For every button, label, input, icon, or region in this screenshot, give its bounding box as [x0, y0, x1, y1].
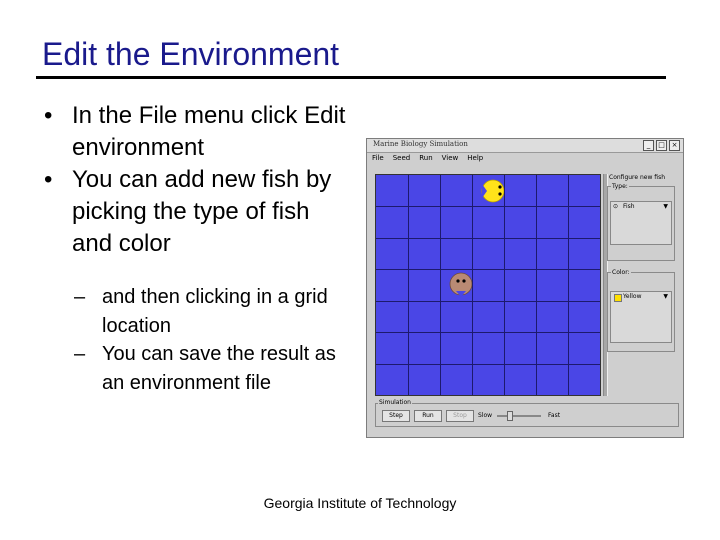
color-value: Yellow [623, 293, 642, 300]
window-title: Marine Biology Simulation [373, 140, 468, 148]
fast-label: Fast [548, 412, 561, 419]
bullet-list [44, 100, 354, 260]
grid-line-vertical [568, 175, 569, 395]
grid-line-vertical [472, 175, 473, 395]
speed-slider-thumb[interactable] [507, 411, 513, 421]
menu-seed[interactable]: Seed [392, 154, 411, 162]
environment-grid[interactable] [375, 174, 601, 396]
chevron-down-icon: ▼ [663, 203, 668, 210]
yellow-swatch [614, 294, 622, 302]
fish-small-icon: ⊙ [613, 204, 619, 210]
slow-label: Slow [478, 412, 493, 419]
close-button[interactable]: × [669, 140, 680, 151]
sub-bullet-list [74, 283, 344, 397]
grid-line-horizontal [376, 269, 600, 270]
menu-help[interactable]: Help [467, 154, 484, 162]
sub-bullet-item: – and then clicking in a grid location [74, 286, 328, 337]
grid-line-vertical [504, 175, 505, 395]
type-label: Type: [612, 183, 628, 190]
run-button[interactable]: Run [414, 410, 442, 422]
maximize-button[interactable]: □ [656, 140, 667, 151]
grid-line-vertical [440, 175, 441, 395]
grid-line-horizontal [376, 206, 600, 207]
stop-button[interactable]: Stop [446, 410, 474, 422]
fish-brown-icon[interactable] [448, 271, 474, 297]
bullet-text: You can add new fish by picking the type of fish and color [72, 165, 332, 257]
type-select[interactable] [610, 201, 672, 245]
menu-view[interactable]: View [441, 154, 459, 162]
color-label: Color: [612, 269, 630, 276]
menu-file[interactable]: File [372, 154, 384, 162]
configure-title: Configure new fish [609, 174, 666, 181]
grid-line-vertical [408, 175, 409, 395]
fish-yellow-icon[interactable] [480, 178, 506, 204]
configure-panel [607, 174, 679, 398]
speed-slider-track[interactable] [497, 415, 541, 417]
simulation-group [375, 399, 679, 427]
footer-text: Georgia Institute of Technology [263, 495, 457, 511]
sub-bullet-text: You can save the result as an environment file [102, 343, 336, 394]
grid-line-horizontal [376, 364, 600, 365]
grid-line-vertical [536, 175, 537, 395]
grid-line-horizontal [376, 301, 600, 302]
grid-line-horizontal [376, 332, 600, 333]
color-group [607, 269, 675, 352]
bullet-item: • In the File menu click Edit environment [44, 102, 346, 161]
title-divider [36, 76, 666, 79]
type-group [607, 183, 675, 261]
grid-line-horizontal [376, 238, 600, 239]
app-window [366, 138, 684, 438]
simulation-label: Simulation [379, 399, 411, 406]
menu-run[interactable]: Run [419, 154, 433, 162]
slide-title: Edit the Environment [42, 36, 340, 72]
sub-bullet-item: – You can save the result as an environment file [74, 343, 336, 394]
bullet-text: In the File menu click Edit environment [72, 102, 346, 161]
type-value: Fish [623, 203, 635, 210]
chevron-down-icon: ▼ [663, 293, 668, 300]
window-titlebar[interactable] [367, 139, 683, 153]
step-button[interactable]: Step [382, 410, 410, 422]
color-select[interactable] [610, 291, 672, 343]
bullet-item: • You can add new fish by picking the type of fish and color [44, 165, 332, 257]
minimize-button[interactable]: _ [643, 140, 654, 151]
menu-bar [367, 153, 683, 164]
sub-bullet-text: and then clicking in a grid location [102, 286, 328, 337]
